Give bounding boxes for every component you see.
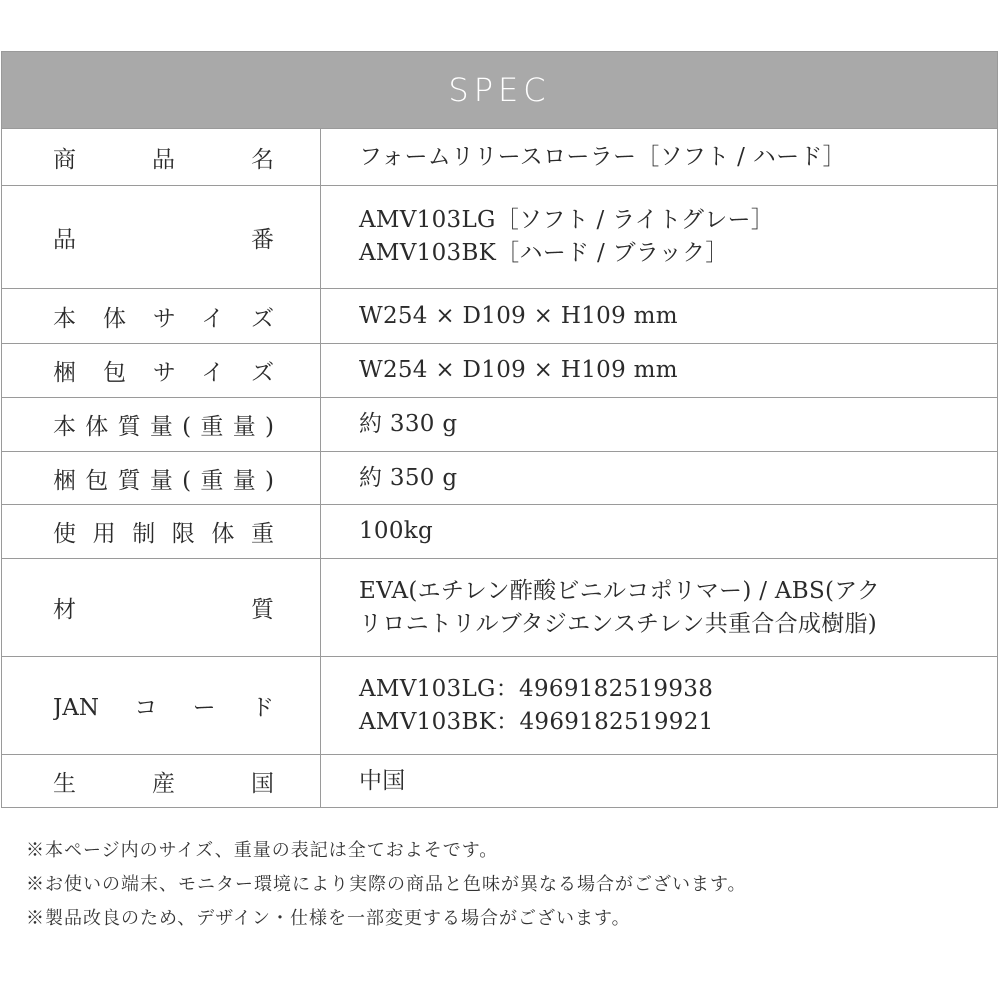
spec-header — [2, 52, 997, 129]
row-label: JANコード — [53, 695, 274, 721]
spec-row-package-size — [2, 344, 997, 398]
spec-table — [1, 51, 998, 808]
row-label: 梱包質量(重量) — [53, 467, 274, 494]
note-line: ※製品改良のため、デザイン・仕様を一部変更する場合がございます。 — [26, 908, 631, 929]
spec-row-material — [2, 559, 997, 657]
row-value: 中国 — [359, 767, 406, 794]
spec-row-model-number — [2, 186, 997, 289]
spec-row-jan-code — [2, 657, 997, 755]
row-value: AMV103BK：4969182519921 — [359, 708, 714, 735]
row-value: AMV103BK［ハード / ブラック］ — [359, 240, 729, 266]
row-value: 約 330 g — [359, 411, 458, 437]
row-value: AMV103LG［ソフト / ライトグレー］ — [359, 207, 775, 233]
spec-title: SPEC — [448, 71, 551, 109]
spec-row-body-weight — [2, 398, 997, 452]
spec-row-country — [2, 755, 997, 807]
row-label: 梱包サイズ — [53, 360, 274, 386]
row-value: W254 × D109 × H109 mm — [359, 357, 678, 383]
row-value: 約 350 g — [359, 464, 458, 491]
spec-row-weight-limit — [2, 505, 997, 559]
row-value: リロニトリルブタジエンスチレン共重合合成樹脂) — [359, 610, 878, 637]
spec-row-body-size — [2, 289, 997, 344]
row-value: EVA(エチレン酢酸ビニルコポリマー) / ABS(アク — [359, 577, 881, 604]
row-value: W254 × D109 × H109 mm — [359, 302, 678, 329]
row-value: フォームリリースローラー［ソフト / ハード］ — [359, 143, 846, 170]
row-label: 品番 — [53, 226, 274, 253]
row-label: 使用制限体重 — [53, 521, 274, 547]
row-value: 100kg — [359, 518, 434, 544]
row-label: 本体サイズ — [53, 305, 274, 332]
row-label: 本体質量(重量) — [53, 414, 274, 440]
row-label: 生産国 — [53, 770, 274, 797]
row-label: 商品名 — [53, 146, 274, 173]
spec-row-product-name — [2, 129, 997, 186]
note-line: ※本ページ内のサイズ、重量の表記は全ておよそです。 — [26, 840, 499, 861]
notes — [26, 834, 976, 936]
row-value: AMV103LG：4969182519938 — [359, 675, 714, 702]
note-line: ※お使いの端末、モニター環境により実際の商品と色味が異なる場合がございます。 — [26, 874, 747, 895]
spec-row-package-weight — [2, 452, 997, 505]
row-label: 材質 — [53, 597, 274, 623]
